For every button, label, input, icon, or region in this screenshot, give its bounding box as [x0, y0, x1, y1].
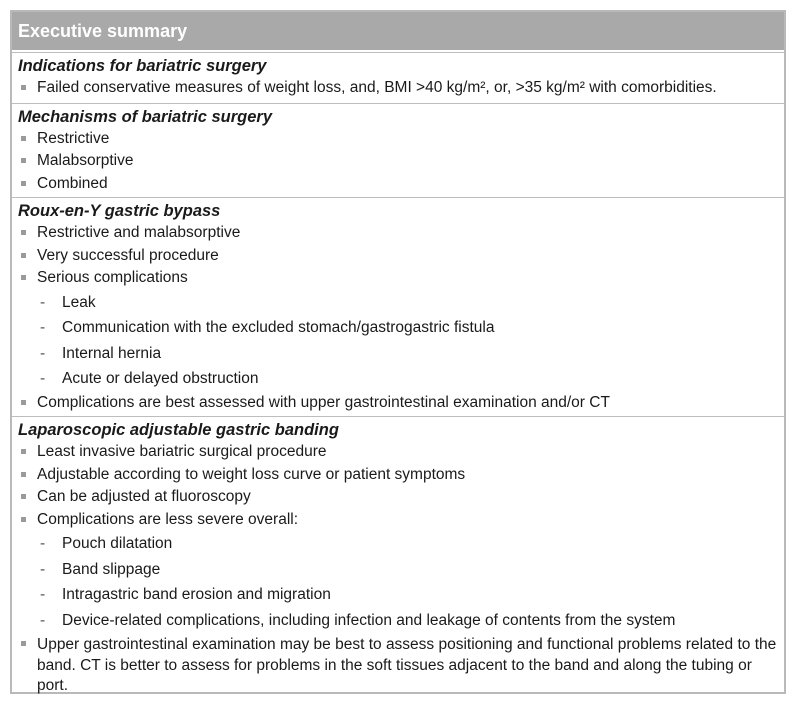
list-item-text: Very successful procedure [37, 246, 219, 264]
section-title: Indications for bariatric surgery [18, 57, 267, 75]
square-bullet-icon [21, 400, 26, 405]
square-bullet-icon [21, 449, 26, 454]
sub-list-item-text: Pouch dilatation [62, 535, 173, 552]
list-item [18, 173, 778, 196]
sub-list-item-text: Internal hernia [62, 344, 162, 362]
list-item [18, 245, 778, 268]
dash-icon: - [40, 535, 46, 552]
section-title: Laparoscopic adjustable gastric banding [18, 421, 339, 439]
list-item-text: Complications are best assessed with upper gastrointestinal examination and/or CT [37, 393, 610, 411]
sub-list-item-text: Device-related complications, including infection and leakage of contents from the system [62, 611, 676, 629]
list-item [18, 441, 778, 464]
square-bullet-icon [21, 641, 26, 646]
section-mechanisms [12, 103, 784, 198]
sub-list-item [18, 582, 778, 608]
sub-list-item [18, 557, 778, 583]
square-bullet-icon [21, 136, 26, 141]
square-bullet-icon [21, 253, 26, 258]
list-item [18, 464, 778, 487]
list-item-text: Adjustable according to weight loss curve or patient symptoms [37, 465, 466, 483]
list-item [18, 222, 778, 245]
sub-list-item [18, 531, 778, 557]
sub-list-item [18, 341, 778, 367]
square-bullet-icon [21, 158, 26, 163]
list-item [18, 392, 778, 415]
list-item [18, 633, 778, 697]
dash-icon: - [40, 586, 46, 603]
section-title: Mechanisms of bariatric surgery [18, 107, 273, 126]
square-bullet-icon [21, 517, 26, 522]
list-item-text: Upper gastrointestinal examination may be best to assess positioning and functional problems related to the band. CT is better to assess for problems in the soft tissues adjacent to the band and along the tubing or port. [37, 636, 777, 694]
square-bullet-icon [21, 85, 26, 90]
dash-icon: - [40, 319, 46, 336]
list-item-text: Restrictive and malabsorptive [37, 224, 241, 241]
list-item-text: Complications are less severe overall: [37, 510, 299, 528]
list-item-text: Can be adjusted at fluoroscopy [37, 488, 251, 505]
sub-list-item-text: Communication with the excluded stomach/gastrogastric fistula [62, 319, 495, 336]
list-item-text: Restrictive [37, 129, 110, 147]
list-item [18, 486, 778, 509]
section-title: Roux-en-Y gastric bypass [18, 202, 221, 220]
summary-header: Executive summary [12, 12, 784, 52]
executive-summary-box [10, 10, 786, 694]
list-item-text: Serious complications [37, 269, 188, 286]
sub-list-item [18, 608, 778, 634]
dash-icon: - [40, 370, 46, 387]
list-item [18, 267, 778, 290]
list-item-text: Combined [37, 174, 108, 192]
sub-list-item-text: Leak [62, 293, 96, 311]
square-bullet-icon [21, 230, 26, 235]
list-item-text: Failed conservative measures of weight loss, and, BMI >40 kg/m², or, >35 kg/m² with comorbidities. [37, 79, 717, 96]
square-bullet-icon [21, 494, 26, 499]
sub-list-item [18, 290, 778, 316]
dash-icon: - [40, 560, 46, 578]
section-gastric-banding [12, 416, 784, 699]
sub-list-item [18, 315, 778, 341]
square-bullet-icon [21, 275, 26, 280]
list-item [18, 509, 778, 532]
dash-icon: - [40, 293, 46, 311]
dash-icon: - [40, 344, 46, 362]
sub-list-item-text: Band slippage [62, 560, 161, 578]
list-item [18, 128, 778, 151]
square-bullet-icon [21, 181, 26, 186]
section-indications [12, 52, 784, 103]
list-item [18, 77, 778, 100]
list-item-text: Least invasive bariatric surgical procedure [37, 443, 327, 460]
sub-list-item-text: Acute or delayed obstruction [62, 370, 259, 387]
dash-icon: - [40, 611, 46, 629]
section-roux-en-y [12, 197, 784, 416]
square-bullet-icon [21, 472, 26, 477]
list-item-text: Malabsorptive [37, 152, 134, 169]
sub-list-item [18, 366, 778, 392]
sub-list-item-text: Intragastric band erosion and migration [62, 586, 331, 603]
list-item [18, 150, 778, 173]
